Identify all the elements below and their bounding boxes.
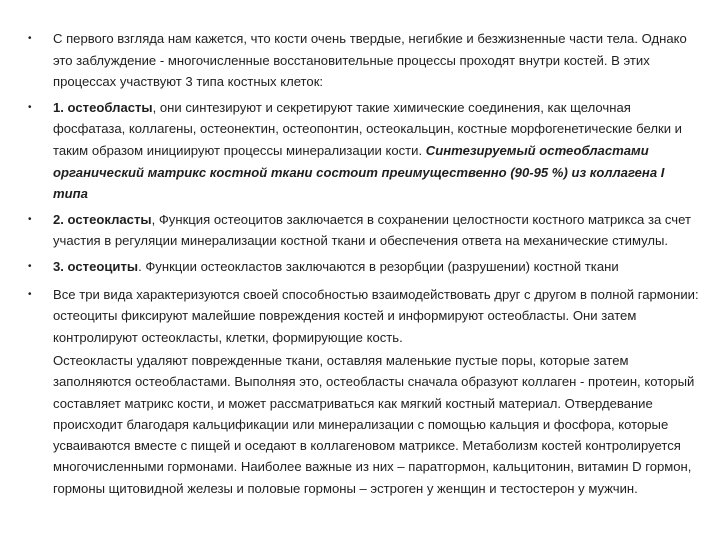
bullet-marker: •: [28, 101, 32, 113]
bullet-item-harmony: [28, 284, 700, 349]
bullet-item-osteocytes: [28, 256, 700, 278]
bullet-text: , Функция остеоцитов заключается в сохранении целостности костного матрикса за счет участия в регуляции минерализации костной ткани и обеспечения ответа на механические стимулы.: [53, 211, 691, 249]
body-paragraph: Остеокласты удаляют поврежденные ткани, оставляя маленькие пустые поры, которые затем заполняются остеобластами. Выполняя это, остеобласты сначала образуют коллаген - протеин, который составляет матрикс кости, и может рассматриваться как мягкий костный материал. Отвердевание происходит благодаря кальцификации или минерализации с помощью кальция и фосфора, которые усваиваются вместе с пищей и оседают в коллагеновом матриксе. Метаболизм костей контролируется многочисленными гормонами. Наиболее важные из них – паратгормон, кальцитонин, витамин D гормон, гормоны щитовидной железы и половые гормоны – эстроген у женщин и тестостерон у мужчин.: [53, 353, 695, 496]
bullet-marker: •: [28, 260, 32, 272]
bullet-item-osteoclasts: [28, 209, 700, 252]
bullet-marker: •: [28, 213, 32, 225]
cell-type-label: 2. остеокласты: [53, 211, 152, 227]
bullet-text: . Функции остеокластов заключаются в резорбции (разрушении) костной ткани: [138, 258, 619, 274]
cell-type-label: 3. остеоциты: [53, 258, 139, 274]
bullet-marker: •: [28, 288, 32, 300]
bullet-text: , они синтезируют и секретируют такие химические соединения, как щелочная фосфатаза, коллагены, остеонектин, остеопонтин, остеокальцин, костные морфогенетические белки и таким образом инициируют процессы минерализации кости.: [53, 99, 682, 158]
bullet-marker: •: [28, 33, 32, 44]
bullet-text: С первого взгляда нам кажется, что кости очень твердые, негибкие и безжизненные части тела. Однако это заблуждение - многочисленные восстановительные процессы проходят внутри костей. В этих процессах участвуют 3 типа костных клеток:: [53, 31, 687, 90]
bullet-item-osteoblasts: [28, 97, 700, 205]
bullet-item-intro: [28, 28, 700, 93]
emphasis-text: Синтезируемый остеобластами органический матрикс костной ткани состоит преимущественно (90-95 %) из коллагена I типа: [53, 142, 665, 202]
cell-type-label: 1. остеобласты: [53, 99, 153, 115]
bullet-text: Все три вида характеризуются своей способностью взаимодействовать друг с другом в полной гармонии: остеоциты фиксируют малейшие повреждения костей и информируют остеобласты. Они затем контролируют остеокласты, клетки, формирующие кость.: [53, 286, 699, 345]
bullet-list: [28, 28, 700, 356]
